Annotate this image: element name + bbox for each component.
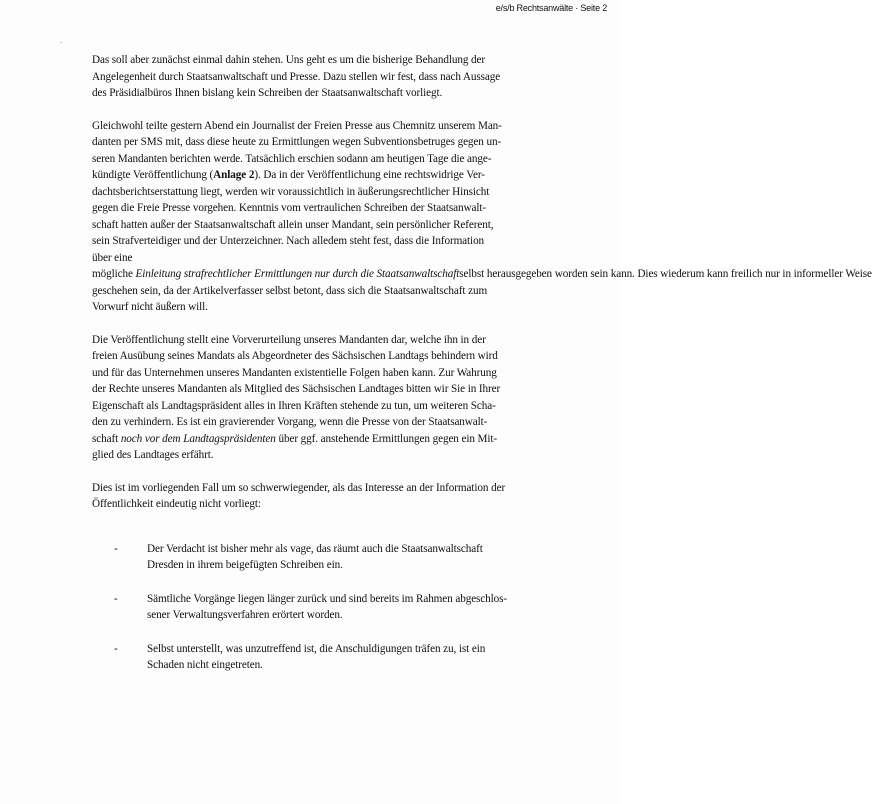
text-line: schaft hatten außer der Staatsanwaltschaft allein unser Mandant, sein persönlicher Referent,: [92, 218, 494, 231]
list-item: [92, 591, 542, 624]
text-line: den zu verhindern. Es ist ein gravierender Vorgang, wenn die Presse von der Staatsanwalt-: [92, 416, 488, 428]
paragraph-3: [92, 332, 542, 464]
text-line: und für das Unternehmen unseres Mandanten existentielle Folgen haben kann. Zur Wahrung: [92, 366, 497, 379]
text-line: Der Verdacht ist bisher mehr als vage, das räumt auch die Staatsanwaltschaft: [147, 542, 483, 555]
bullet-dash: -: [114, 642, 118, 655]
emphasis-moegliche: Einleitung strafrechtlicher Ermittlungen nur durch die Staatsanwaltschaft: [132, 268, 460, 280]
emphasis-landtagspraesident: noch vor dem Landtagspräsidenten: [120, 432, 276, 445]
text-line: glied des Landtages erfährt.: [92, 449, 214, 461]
text-run: mögliche: [92, 268, 133, 280]
text-line: sein Strafverteidiger und der Unterzeichner. Nach alledem steht fest, dass die Information: [92, 235, 485, 247]
text-line: gegen die Freie Presse vorgehen. Kenntnis vom vertraulichen Schreiben der Staatsanwalt-: [92, 202, 487, 214]
text-line: [92, 167, 542, 184]
text-run: selbst herausgegeben worden sein kann. Dies wiederum kann freilich nur in informeller Weise: [459, 268, 872, 280]
text-run: schaft: [92, 432, 121, 445]
list-item: [92, 641, 542, 674]
text-run: über ggf. anstehende Ermittlungen gegen ein Mit-: [275, 432, 498, 445]
bullet-dash: -: [114, 542, 118, 555]
paragraph-1: [92, 52, 542, 102]
text-line: Das soll aber zunächst einmal dahin stehen. Uns geht es um die bisherige Behandlung der: [92, 54, 486, 66]
text-line: danten per SMS mit, dass diese heute zu Ermittlungen wegen Subventionsbetruges gegen un-: [92, 136, 502, 148]
text-line: Selbst unterstellt, was unzutreffend ist, die Anschuldigungen träfen zu, ist ein: [147, 642, 486, 655]
letter-body: [92, 52, 872, 691]
text-line: [92, 431, 542, 448]
text-line: Angelegenheit durch Staatsanwaltschaft und Presse. Dazu stellen wir fest, dass nach Aussage: [92, 70, 501, 83]
text-line: Dies ist im vorliegenden Fall um so schwerwiegender, als das Interesse an der Information der: [92, 481, 506, 494]
margin-mark: -: [60, 40, 62, 46]
text-line: Vorwurf nicht äußern will.: [92, 301, 208, 313]
text-line: des Präsidialbüros Ihnen bislang kein Schreiben der Staatsanwaltschaft vorliegt.: [92, 87, 443, 99]
annex-reference: Anlage 2: [213, 169, 255, 181]
text-line: Die Veröffentlichung stellt eine Vorverurteilung unseres Mandanten dar, welche ihn in der: [92, 333, 486, 346]
text-line: Sämtliche Vorgänge liegen länger zurück und sind bereits im Rahmen abgeschlos-: [147, 592, 508, 605]
page-header: e/s/b Rechtsanwälte · Seite 2: [495, 3, 607, 13]
text-line: Öffentlichkeit eindeutig nicht vorliegt:: [92, 498, 261, 510]
text-line: seren Mandanten berichten werde. Tatsächlich erschien sodann am heutigen Tage die ange-: [92, 152, 492, 165]
text-run: ). Da in der Veröffentlichung eine rechtswidrige Ver-: [254, 169, 485, 181]
text-line: der Rechte unseres Mandanten als Mitglied des Sächsischen Landtages bitten wir Sie in Ihrer: [92, 383, 501, 395]
text-line: Gleichwohl teilte gestern Abend ein Journalist der Freien Presse aus Chemnitz unserem Man-: [92, 119, 502, 132]
text-run: kündigte Veröffentlichung (: [92, 169, 214, 181]
text-line: Dresden in ihrem beigefügten Schreiben ein.: [147, 559, 343, 571]
text-line: Eigenschaft als Landtagspräsident alles in Ihren Kräften stehende zu tun, um weiteren Scha-: [92, 399, 496, 412]
bullet-dash: -: [114, 592, 118, 605]
text-line: freien Ausübung seines Mandats als Abgeordneter des Sächsischen Landtags behindern wird: [92, 350, 498, 362]
bullet-list: [92, 541, 542, 674]
text-line: [92, 266, 872, 283]
paragraph-2: [92, 118, 872, 316]
text-line: dachtsberichtserstattung liegt, werden wir voraussichtlich in äußerungsrechtlicher Hinsicht: [92, 185, 490, 198]
list-item: [92, 541, 542, 574]
text-line: sener Verwaltungsverfahren erörtert worden.: [147, 609, 343, 621]
text-line: über eine: [92, 251, 133, 264]
text-line: geschehen sein, da der Artikelverfasser selbst betont, dass sich die Staatsanwaltschaft zum: [92, 284, 488, 297]
paragraph-4: [92, 480, 542, 513]
text-line: Schaden nicht eingetreten.: [147, 659, 263, 671]
